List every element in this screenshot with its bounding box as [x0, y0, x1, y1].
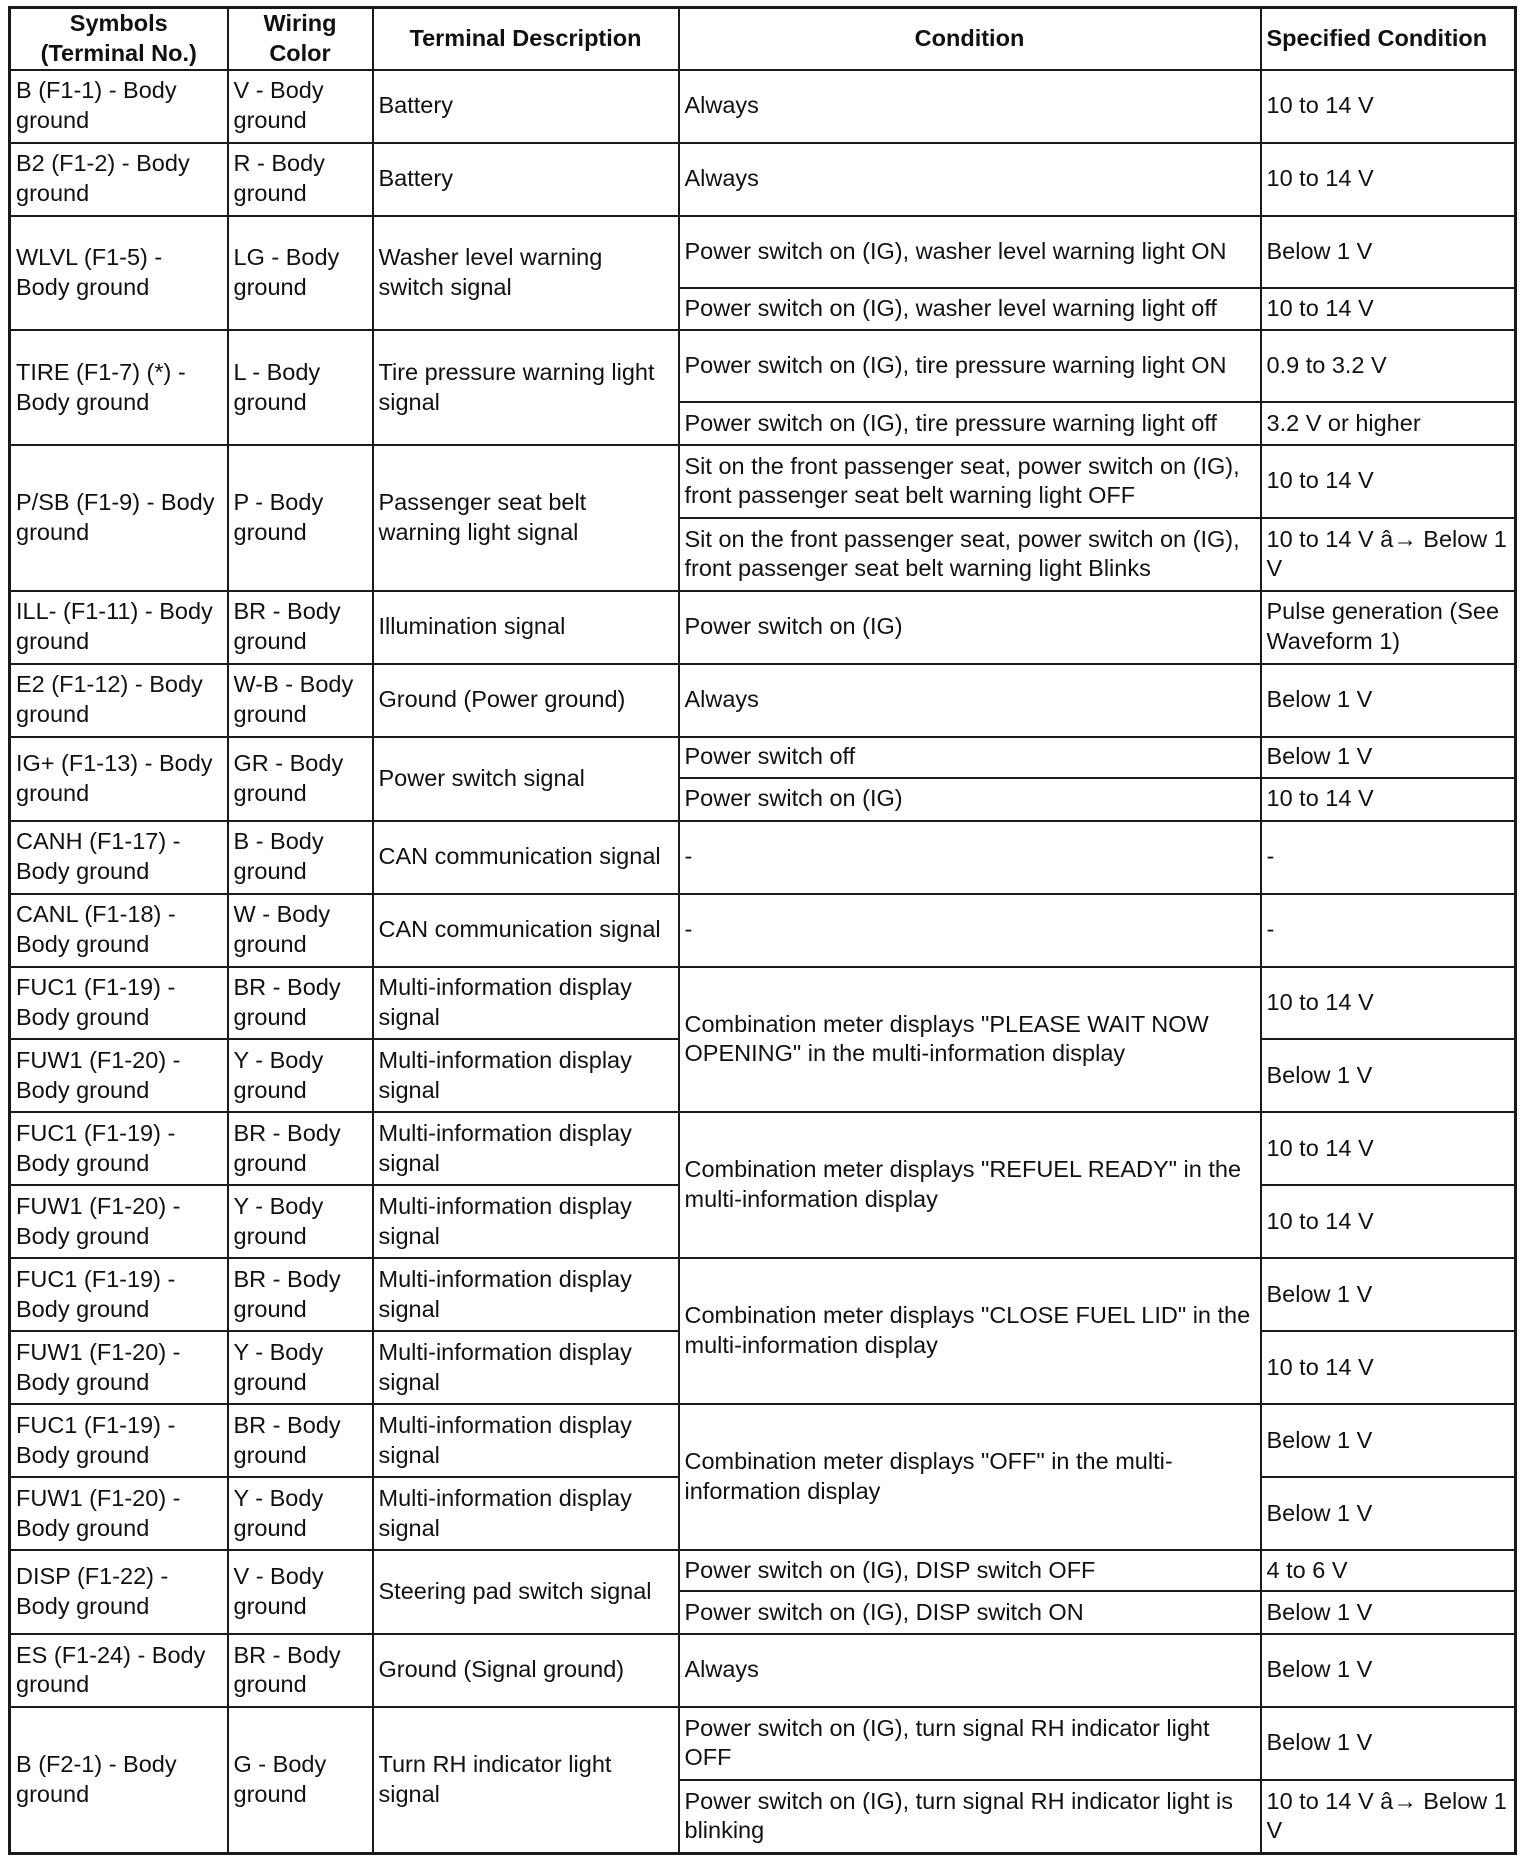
header-wiring-color: [228, 8, 373, 70]
header-symbols: [10, 8, 228, 70]
condition-cell: Power switch off: [679, 737, 1261, 778]
condition-cell: Always: [679, 664, 1261, 737]
description-cell: Multi-information display signal: [373, 1331, 679, 1404]
condition-cell: Power switch on (IG), washer level warning light ON: [679, 216, 1261, 288]
condition-cell: -: [679, 821, 1261, 894]
symbol-cell: ES (F1-24) - Body ground: [10, 1634, 228, 1707]
header-terminal-description: Terminal Description: [373, 8, 679, 70]
wiring-color-cell: Y - Body ground: [228, 1039, 373, 1112]
table-row: [10, 664, 1516, 737]
specified-condition-cell: Below 1 V: [1261, 1591, 1516, 1634]
specified-condition-cell: -: [1261, 821, 1516, 894]
description-cell: Washer level warning switch signal: [373, 216, 679, 331]
table-row: [10, 1112, 1516, 1185]
specified-condition-cell: Below 1 V: [1261, 664, 1516, 737]
table-row: [10, 894, 1516, 967]
description-cell: Multi-information display signal: [373, 1112, 679, 1185]
condition-cell: Combination meter displays "OFF" in the multi-information display: [679, 1404, 1261, 1550]
wiring-color-cell: BR - Body ground: [228, 967, 373, 1040]
condition-cell: Power switch on (IG), tire pressure warning light ON: [679, 330, 1261, 402]
table-row: [10, 1634, 1516, 1707]
terminal-table: [8, 6, 1517, 1855]
table-row: [10, 1404, 1516, 1477]
wiring-color-cell: G - Body ground: [228, 1707, 373, 1854]
condition-cell: Power switch on (IG), DISP switch ON: [679, 1591, 1261, 1634]
wiring-color-cell: V - Body ground: [228, 1550, 373, 1634]
specified-condition-cell: 10 to 14 V: [1261, 288, 1516, 331]
condition-cell: Power switch on (IG): [679, 591, 1261, 664]
description-cell: Ground (Signal ground): [373, 1634, 679, 1707]
symbol-cell: B (F2-1) - Body ground: [10, 1707, 228, 1854]
description-cell: Multi-information display signal: [373, 1039, 679, 1112]
table-row: [10, 1550, 1516, 1591]
condition-cell: Power switch on (IG), turn signal RH indicator light OFF: [679, 1707, 1261, 1780]
table-row: [10, 737, 1516, 778]
symbol-cell: B (F1-1) - Body ground: [10, 70, 228, 143]
table-row: [10, 821, 1516, 894]
wiring-color-cell: Y - Body ground: [228, 1331, 373, 1404]
specified-condition-cell: 0.9 to 3.2 V: [1261, 330, 1516, 402]
symbol-cell: FUW1 (F1-20) - Body ground: [10, 1039, 228, 1112]
specified-condition-cell: Below 1 V: [1261, 1707, 1516, 1780]
description-cell: Passenger seat belt warning light signal: [373, 445, 679, 591]
table-row: [10, 330, 1516, 402]
symbol-cell: IG+ (F1-13) - Body ground: [10, 737, 228, 821]
specified-condition-cell: Below 1 V: [1261, 216, 1516, 288]
wiring-color-cell: GR - Body ground: [228, 737, 373, 821]
description-cell: Battery: [373, 70, 679, 143]
specified-condition-cell: 10 to 14 V: [1261, 967, 1516, 1040]
specified-condition-cell: 10 to 14 V: [1261, 143, 1516, 216]
wiring-color-cell: BR - Body ground: [228, 1112, 373, 1185]
symbol-cell: FUC1 (F1-19) - Body ground: [10, 1258, 228, 1331]
condition-cell: Power switch on (IG), turn signal RH indicator light is blinking: [679, 1780, 1261, 1854]
specified-condition-cell: Below 1 V: [1261, 1404, 1516, 1477]
specified-condition-cell: 10 to 14 V: [1261, 1185, 1516, 1258]
wiring-color-cell: W-B - Body ground: [228, 664, 373, 737]
wiring-color-cell: BR - Body ground: [228, 591, 373, 664]
description-cell: Illumination signal: [373, 591, 679, 664]
specified-condition-cell: Below 1 V: [1261, 737, 1516, 778]
description-cell: Multi-information display signal: [373, 1404, 679, 1477]
description-cell: Multi-information display signal: [373, 1258, 679, 1331]
description-cell: Ground (Power ground): [373, 664, 679, 737]
wiring-color-cell: Y - Body ground: [228, 1185, 373, 1258]
symbol-cell: DISP (F1-22) - Body ground: [10, 1550, 228, 1634]
wiring-color-cell: LG - Body ground: [228, 216, 373, 331]
header-symbols-line2: (Terminal No.): [40, 39, 197, 66]
description-cell: Multi-information display signal: [373, 1477, 679, 1550]
header-symbols-line1: Symbols: [69, 10, 168, 36]
symbol-cell: CANH (F1-17) - Body ground: [10, 821, 228, 894]
wiring-color-cell: P - Body ground: [228, 445, 373, 591]
specified-condition-cell: Below 1 V: [1261, 1634, 1516, 1707]
specified-condition-cell: Below 1 V: [1261, 1039, 1516, 1112]
description-cell: Battery: [373, 143, 679, 216]
symbol-cell: ILL- (F1-11) - Body ground: [10, 591, 228, 664]
header-specified-condition: Specified Condition: [1261, 8, 1516, 70]
specified-condition-cell: 10 to 14 V: [1261, 1331, 1516, 1404]
specified-condition-cell: 10 to 14 V: [1261, 70, 1516, 143]
symbol-cell: B2 (F1-2) - Body ground: [10, 143, 228, 216]
table-row: [10, 1707, 1516, 1780]
wiring-color-cell: BR - Body ground: [228, 1634, 373, 1707]
specified-condition-cell: 10 to 14 V: [1261, 445, 1516, 518]
symbol-cell: FUC1 (F1-19) - Body ground: [10, 1404, 228, 1477]
wiring-color-cell: V - Body ground: [228, 70, 373, 143]
condition-cell: Combination meter displays "PLEASE WAIT NOW OPENING" in the multi-information display: [679, 967, 1261, 1113]
table-row: [10, 70, 1516, 143]
specified-condition-cell: 10 to 14 V: [1261, 1112, 1516, 1185]
description-cell: Tire pressure warning light signal: [373, 330, 679, 445]
condition-cell: Sit on the front passenger seat, power switch on (IG), front passenger seat belt warning light Blinks: [679, 518, 1261, 591]
table-row: [10, 591, 1516, 664]
condition-cell: Combination meter displays "CLOSE FUEL LID" in the multi-information display: [679, 1258, 1261, 1404]
symbol-cell: TIRE (F1-7) (*) - Body ground: [10, 330, 228, 445]
header-row: [10, 8, 1516, 70]
symbol-cell: FUC1 (F1-19) - Body ground: [10, 1112, 228, 1185]
header-condition: Condition: [679, 8, 1261, 70]
specified-condition-cell: -: [1261, 894, 1516, 967]
wiring-color-cell: BR - Body ground: [228, 1258, 373, 1331]
table-row: [10, 143, 1516, 216]
condition-cell: Always: [679, 143, 1261, 216]
symbol-cell: WLVL (F1-5) - Body ground: [10, 216, 228, 331]
description-cell: CAN communication signal: [373, 894, 679, 967]
specified-condition-cell: 4 to 6 V: [1261, 1550, 1516, 1591]
condition-cell: Always: [679, 1634, 1261, 1707]
condition-cell: Power switch on (IG), washer level warning light off: [679, 288, 1261, 331]
wiring-color-cell: Y - Body ground: [228, 1477, 373, 1550]
wiring-color-cell: L - Body ground: [228, 330, 373, 445]
specified-condition-cell: 3.2 V or higher: [1261, 402, 1516, 445]
condition-cell: Combination meter displays "REFUEL READY" in the multi-information display: [679, 1112, 1261, 1258]
table-row: [10, 445, 1516, 518]
description-cell: CAN communication signal: [373, 821, 679, 894]
condition-cell: Power switch on (IG), DISP switch OFF: [679, 1550, 1261, 1591]
condition-cell: Sit on the front passenger seat, power switch on (IG), front passenger seat belt warning light OFF: [679, 445, 1261, 518]
symbol-cell: P/SB (F1-9) - Body ground: [10, 445, 228, 591]
condition-cell: -: [679, 894, 1261, 967]
header-wiring-line1: Wiring: [263, 10, 337, 36]
table-row: [10, 216, 1516, 288]
specified-condition-cell: Pulse generation (See Waveform 1): [1261, 591, 1516, 664]
symbol-cell: FUC1 (F1-19) - Body ground: [10, 967, 228, 1040]
description-cell: Turn RH indicator light signal: [373, 1707, 679, 1854]
condition-cell: Always: [679, 70, 1261, 143]
symbol-cell: FUW1 (F1-20) - Body ground: [10, 1331, 228, 1404]
table-row: [10, 967, 1516, 1040]
symbol-cell: FUW1 (F1-20) - Body ground: [10, 1185, 228, 1258]
description-cell: Multi-information display signal: [373, 1185, 679, 1258]
specified-condition-cell: 10 to 14 V â→ Below 1 V: [1261, 518, 1516, 591]
condition-cell: Power switch on (IG): [679, 778, 1261, 821]
specified-condition-cell: Below 1 V: [1261, 1258, 1516, 1331]
condition-cell: Power switch on (IG), tire pressure warning light off: [679, 402, 1261, 445]
wiring-color-cell: W - Body ground: [228, 894, 373, 967]
description-cell: Multi-information display signal: [373, 967, 679, 1040]
description-cell: Steering pad switch signal: [373, 1550, 679, 1634]
wiring-color-cell: R - Body ground: [228, 143, 373, 216]
table-row: [10, 1258, 1516, 1331]
specified-condition-cell: Below 1 V: [1261, 1477, 1516, 1550]
wiring-color-cell: B - Body ground: [228, 821, 373, 894]
symbol-cell: E2 (F1-12) - Body ground: [10, 664, 228, 737]
specified-condition-cell: 10 to 14 V: [1261, 778, 1516, 821]
header-wiring-line2: Color: [269, 39, 331, 66]
specified-condition-cell: 10 to 14 V â→ Below 1 V: [1261, 1780, 1516, 1854]
symbol-cell: FUW1 (F1-20) - Body ground: [10, 1477, 228, 1550]
wiring-color-cell: BR - Body ground: [228, 1404, 373, 1477]
description-cell: Power switch signal: [373, 737, 679, 821]
symbol-cell: CANL (F1-18) - Body ground: [10, 894, 228, 967]
